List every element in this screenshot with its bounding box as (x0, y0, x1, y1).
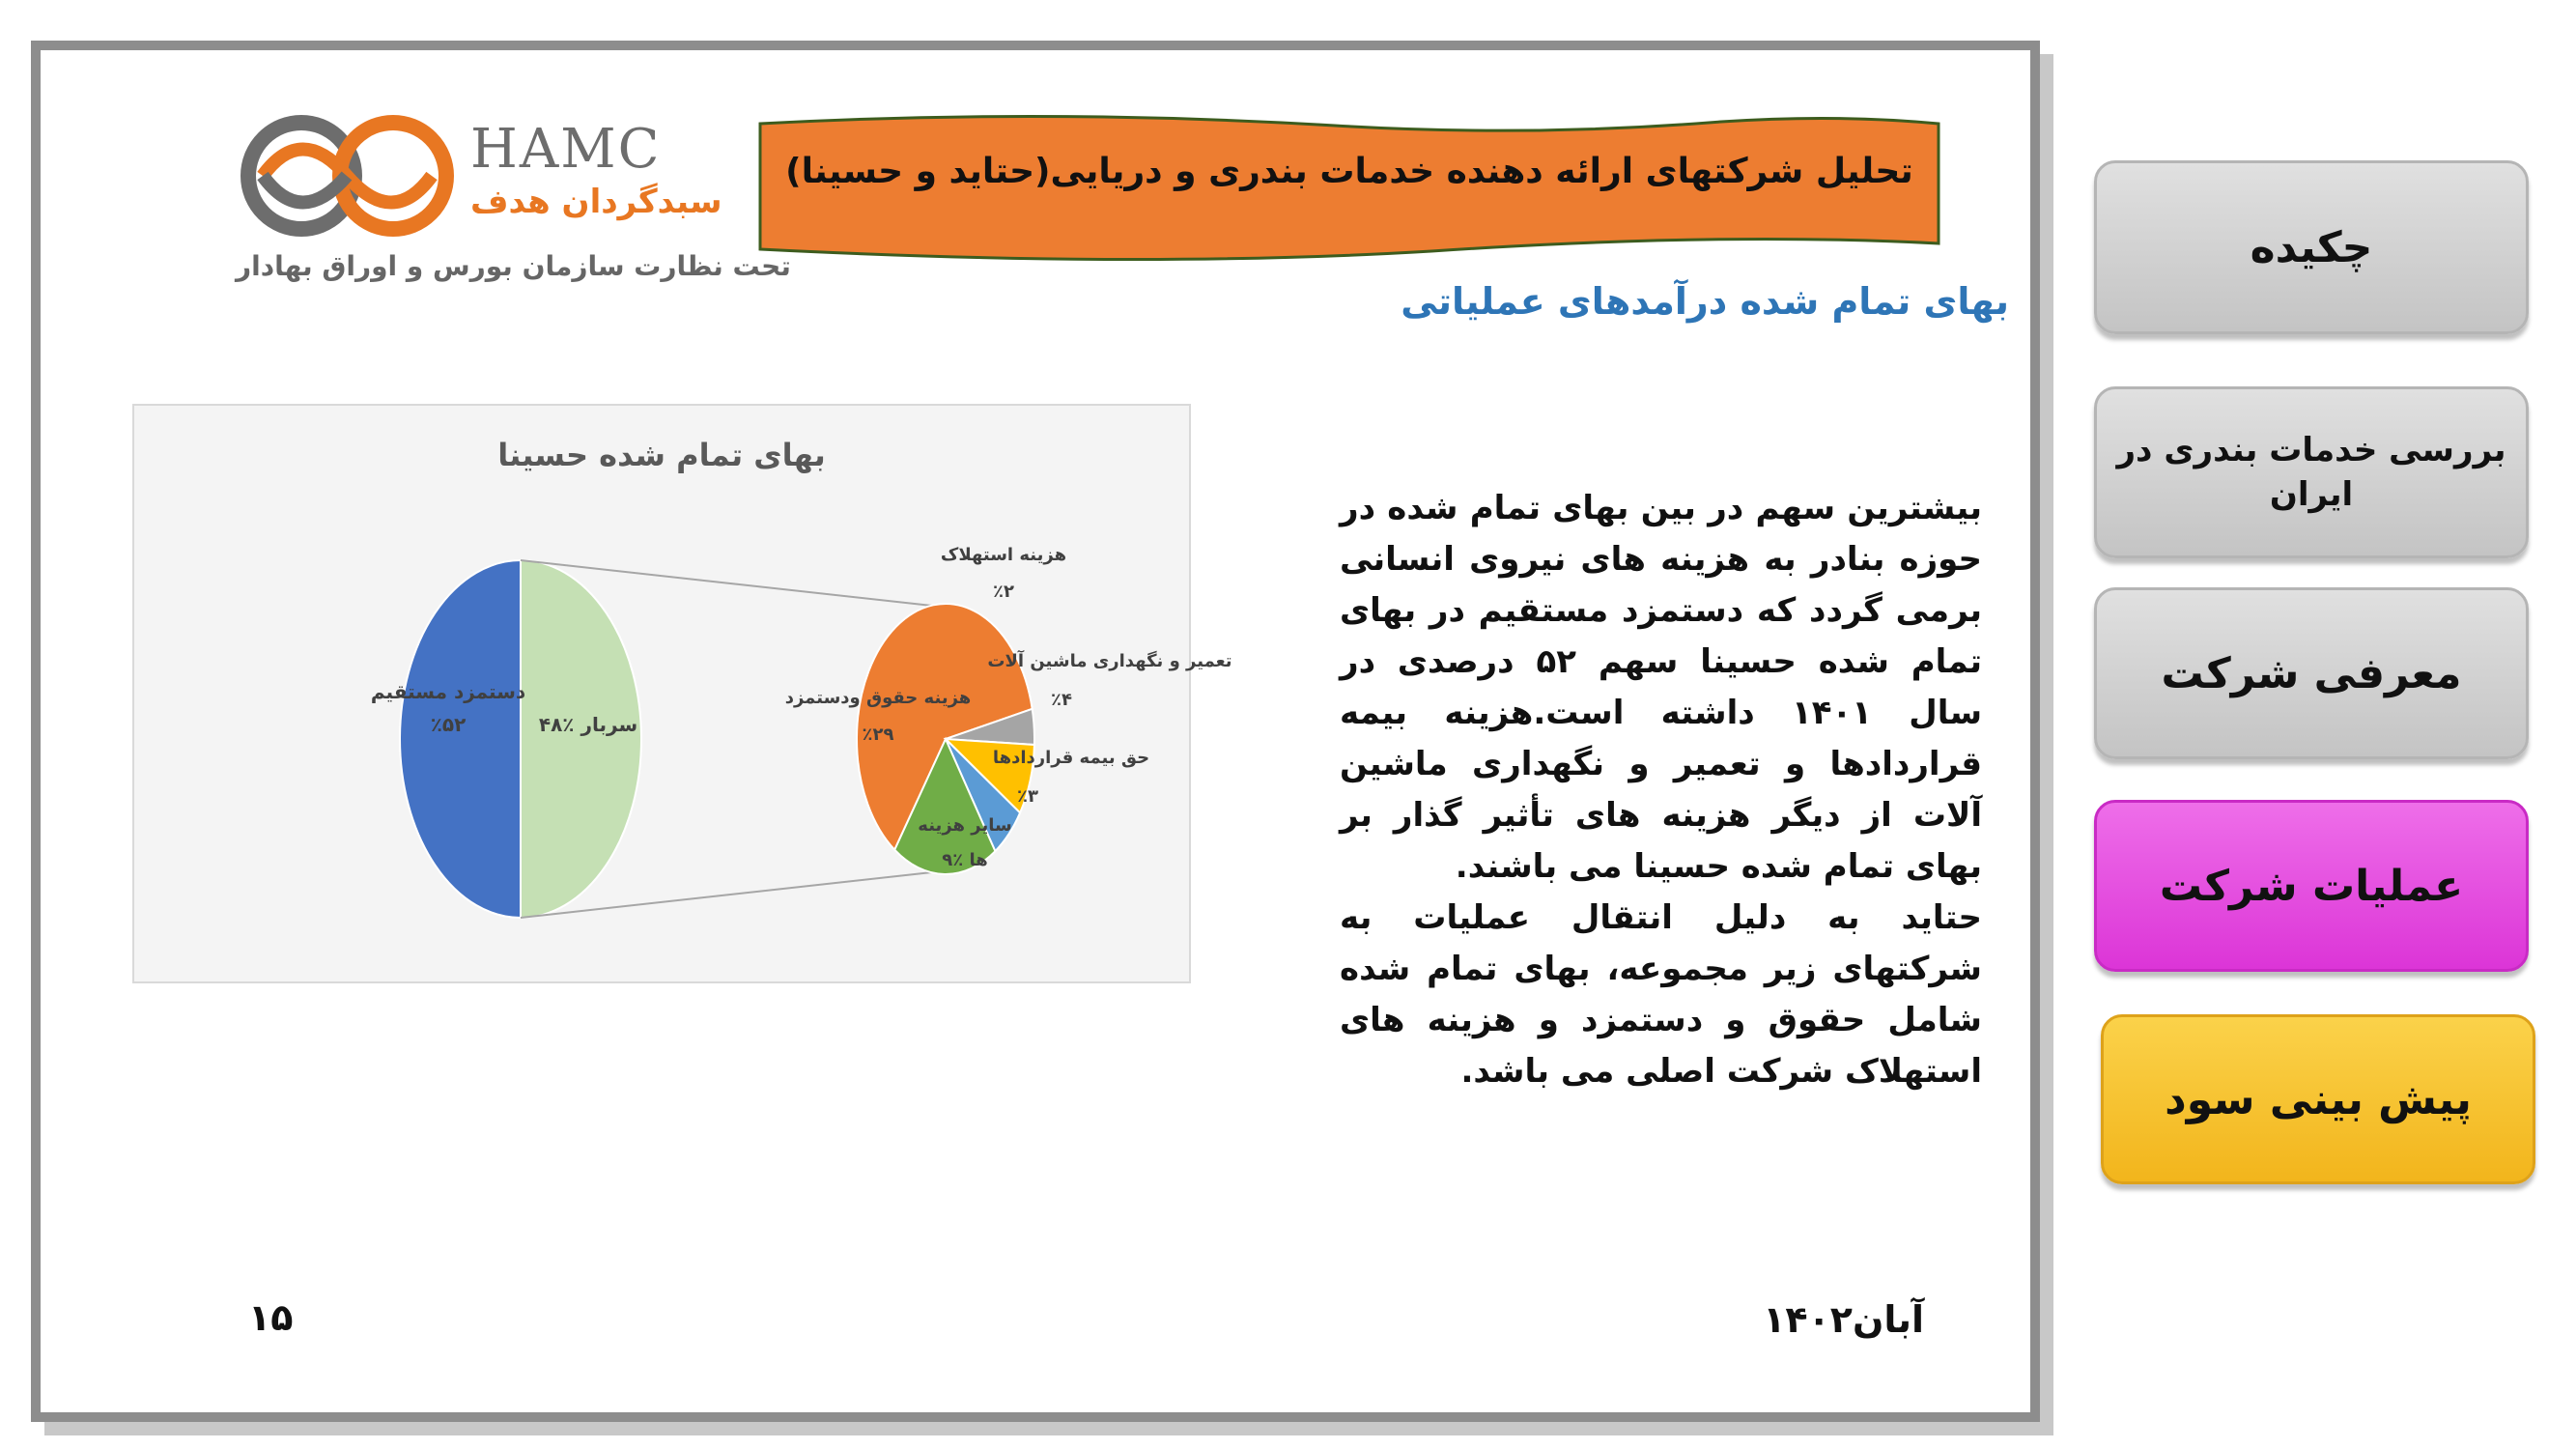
slice-value-label: ٪۲۹ (862, 724, 894, 745)
slice-value-label: ٪۳ (1017, 786, 1038, 807)
infinity-logo-icon (234, 113, 466, 248)
slice-label: سایر هزینه (918, 815, 1012, 836)
slide (31, 41, 2040, 1422)
slice-label: سربار ٪۴۸ (538, 713, 638, 736)
nav-label: عملیات شرکت (2159, 861, 2464, 911)
nav-button-company-intro[interactable] (2094, 587, 2529, 759)
logo-subtitle: تحت نظارت سازمان بورس و اوراق بهادار (236, 250, 791, 282)
slice-label: حق بیمه قراردادها (992, 748, 1150, 768)
footer-date: آبان۱۴۰۲ (1763, 1298, 1924, 1341)
slice-value-label: ها ٪۹ (942, 850, 988, 870)
pie-of-pie-chart (134, 406, 1232, 981)
slice-label: تعمیر و نگهداری ماشین آلات (987, 651, 1232, 671)
nav-label: معرفی شرکت (2161, 648, 2462, 698)
nav-button-port-services[interactable] (2094, 386, 2529, 558)
logo-brand: HAMC (470, 118, 662, 181)
paragraph-1: بیشترین سهم در بین بهای تمام شده در حوزه بنادر به هزینه های نیروی انسانی برمی گردد که دستمزد مستقیم در بهای تمام شده حسینا سهم ۵۲ درصدی در سال ۱۴۰۱ داشته است.هزینه بیمه قراردادها و تعمیر و نگهداری ماشین آلات از دیگر هزینه های تأثیر گذار بر بهای تمام شده حسینا می باشند. (1340, 489, 1983, 886)
slice-label: هزینه استهلاک (940, 545, 1067, 565)
nav-label: چکیده (2250, 222, 2373, 272)
nav-label: بررسی خدمات بندری در ایران (2116, 431, 2506, 514)
pie-slice (521, 560, 641, 918)
paragraph-2: حتاید به دلیل انتقال عملیات به شرکتهای زیر مجموعه، بهای تمام شده شامل حقوق و دستمزد و هزینه های استهلاک شرکت اصلی می باشد. (1340, 898, 1982, 1091)
slice-value-label: ٪۲ (993, 582, 1014, 602)
slice-value-label: ٪۴ (1051, 690, 1072, 710)
logo-name: سبدگردان هدف (470, 183, 722, 221)
slice-value-label: ٪۵۲ (430, 713, 467, 736)
body-text (1340, 483, 1982, 1097)
chart-title: بهای تمام شده حسینا (497, 437, 826, 473)
nav-button-profit-forecast[interactable] (2101, 1014, 2535, 1184)
page-title: تحلیل شرکتهای ارائه دهنده خدمات بندری و دریایی(حتاید و حسینا) (785, 152, 1913, 191)
cost-chart (132, 404, 1232, 983)
slice-label: دستمزد مستقیم (370, 680, 526, 703)
pie-slice (400, 560, 521, 918)
hamc-logo (234, 113, 791, 306)
slice-label: هزینه حقوق ودستمزد (784, 688, 972, 708)
nav-label: پیش بینی سود (2165, 1074, 2472, 1124)
nav-button-company-operations[interactable] (2094, 800, 2529, 972)
section-subtitle: بهای تمام شده درآمدهای عملیاتی (1401, 280, 2009, 323)
nav-button-summary[interactable] (2094, 160, 2529, 334)
page-number: ۱۵ (248, 1296, 294, 1339)
